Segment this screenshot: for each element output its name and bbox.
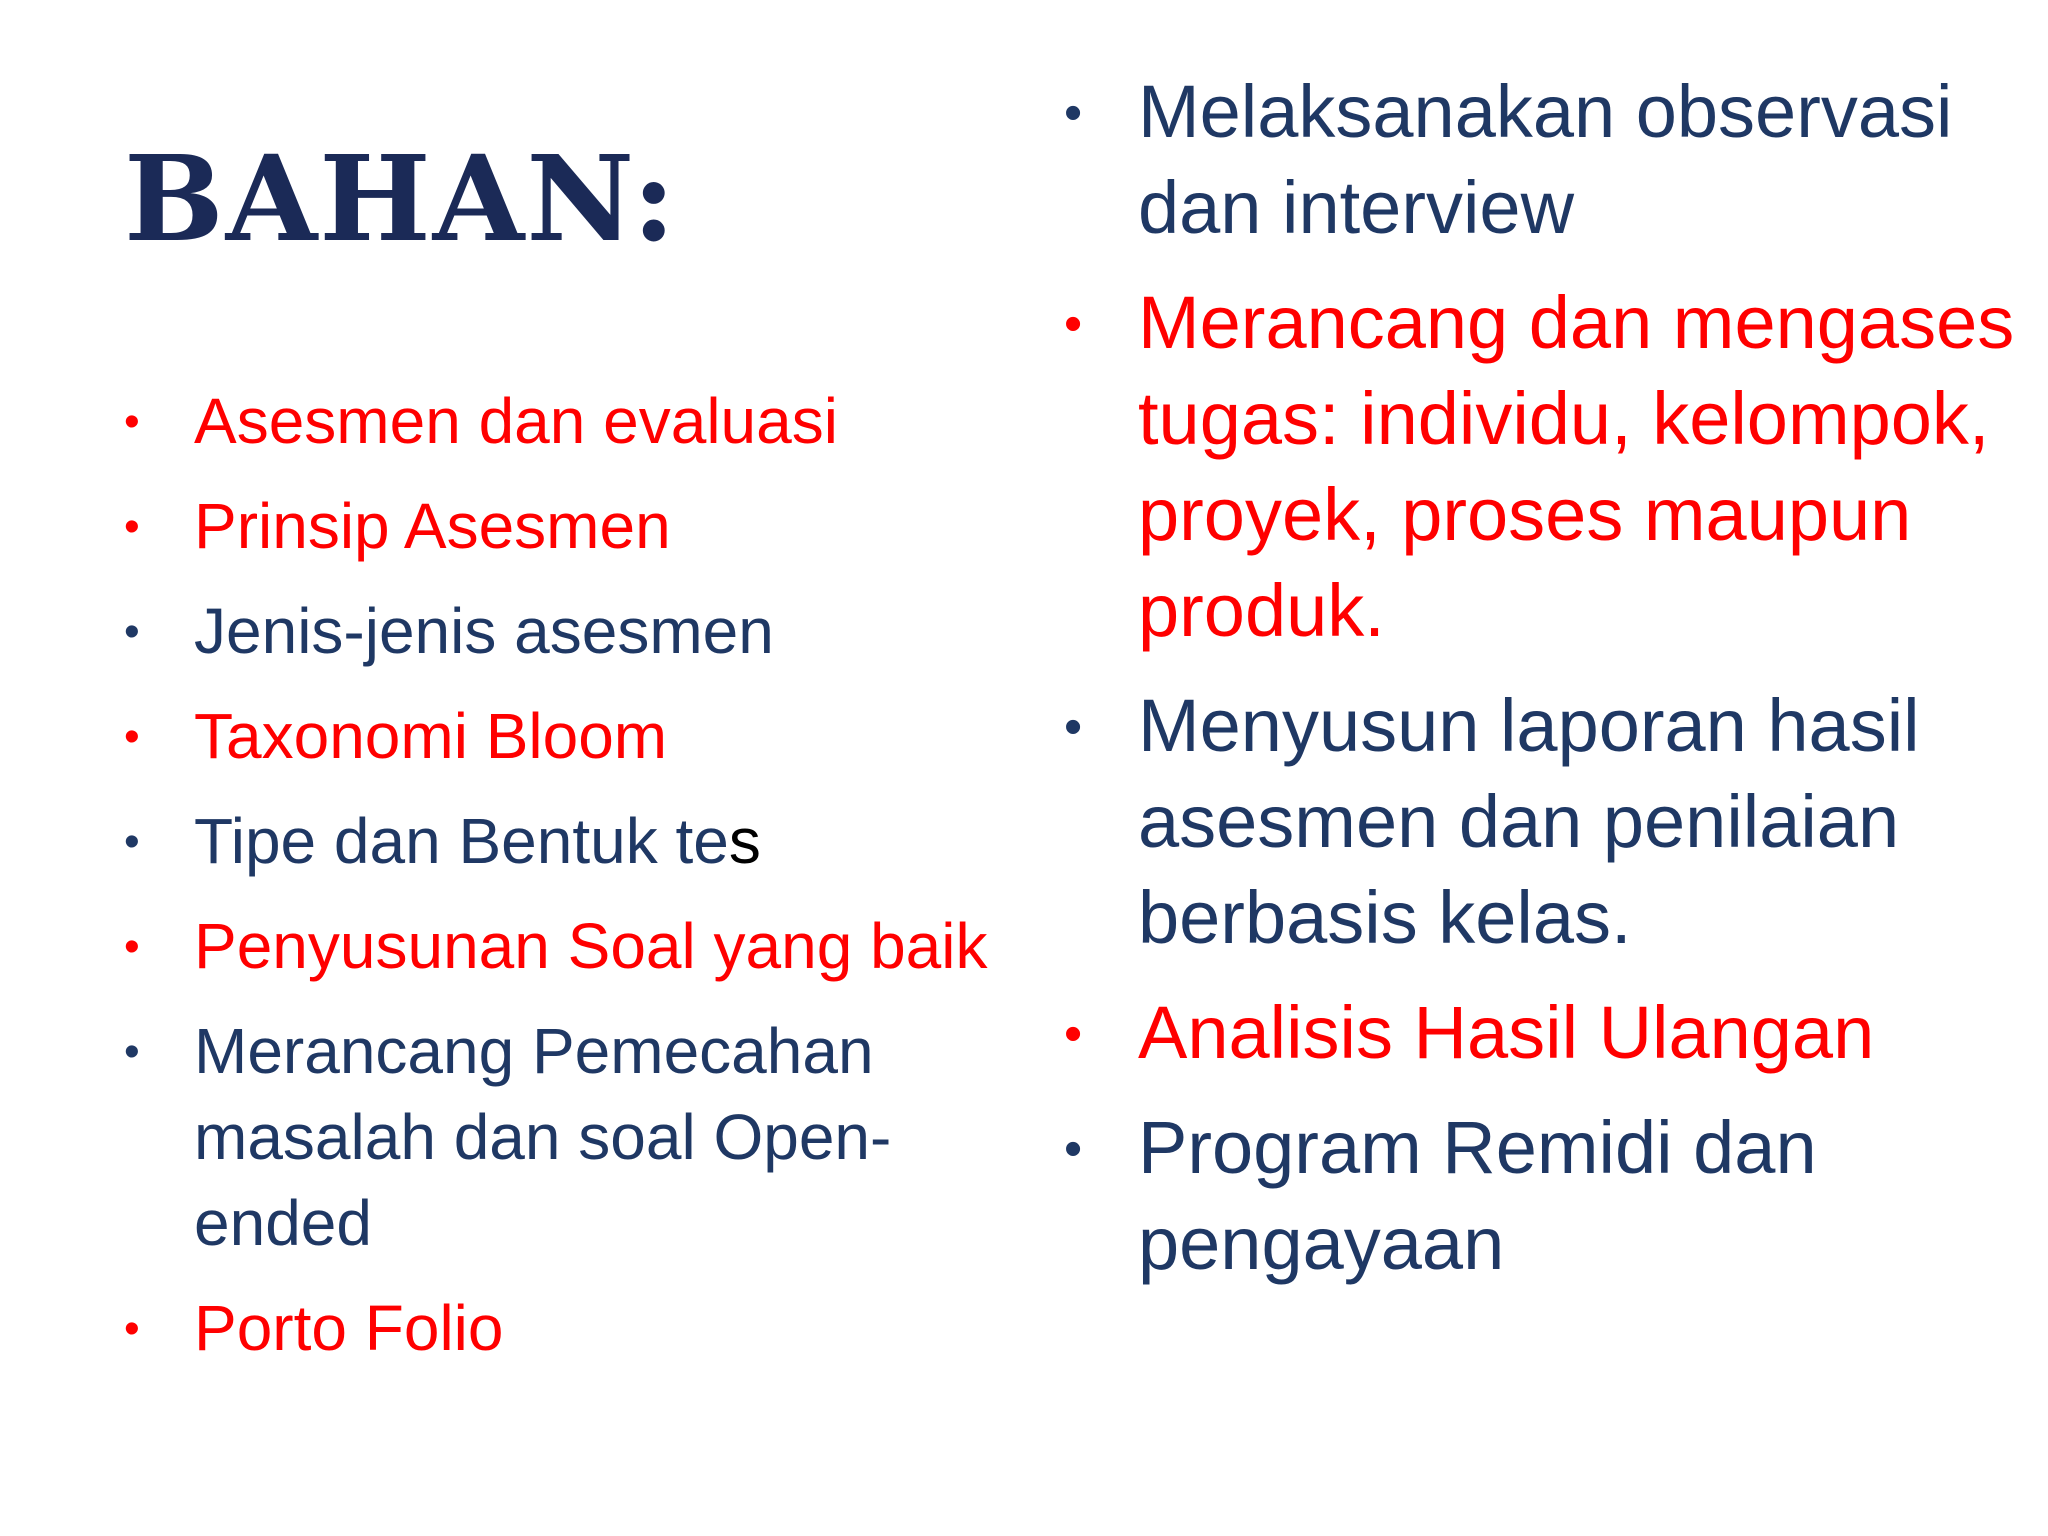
list-item-text: Melaksanakan observasi dan interview <box>1138 70 1953 249</box>
right-bullet-list <box>1064 64 2024 1311</box>
list-item-text: Analisis Hasil Ulangan <box>1138 991 1875 1074</box>
bullet-icon: • <box>1064 697 1083 755</box>
bullet-icon: • <box>124 501 140 551</box>
list-item <box>124 693 1004 779</box>
list-item <box>124 588 1004 674</box>
list-item <box>124 1285 1004 1371</box>
bullet-icon: • <box>124 396 140 446</box>
bullet-icon: • <box>124 1026 140 1076</box>
bullet-icon: • <box>124 1303 140 1353</box>
bullet-icon: • <box>1064 83 1083 141</box>
list-item-text: Menyusun laporan hasil asesmen dan penilaian berbasis kelas. <box>1138 684 1920 959</box>
list-item-text: Taxonomi Bloom <box>194 700 668 772</box>
list-item <box>1064 678 2024 966</box>
slide-title: BAHAN: <box>124 129 678 268</box>
bullet-icon: • <box>124 921 140 971</box>
list-item-text: Jenis-jenis asesmen <box>194 595 774 667</box>
list-item-text: Prinsip Asesmen <box>194 490 671 562</box>
list-item-text: Tipe dan Bentuk te <box>194 805 729 877</box>
bullet-icon: • <box>1064 1119 1083 1177</box>
bullet-icon: • <box>124 711 140 761</box>
list-item-text: Porto Folio <box>194 1292 504 1364</box>
list-item <box>1064 985 2024 1081</box>
list-item-text: Penyusunan Soal yang baik <box>194 910 988 982</box>
list-item <box>1064 64 2024 256</box>
bullet-icon: • <box>1064 1004 1083 1062</box>
list-item-text-tail: s <box>728 805 761 877</box>
list-item-text: Program Remidi dan pengayaan <box>1138 1106 1817 1285</box>
list-item <box>124 378 1004 464</box>
list-item <box>1064 275 2024 659</box>
bullet-icon: • <box>124 816 140 866</box>
list-item <box>124 483 1004 569</box>
bullet-icon: • <box>1064 294 1083 352</box>
list-item-text: Merancang dan mengases tugas: individu, kelompok, proyek, proses maupun produk. <box>1138 281 2015 652</box>
list-item-text: Merancang Pemecahan masalah dan soal Open-ended <box>194 1015 892 1259</box>
list-item-text: Asesmen dan evaluasi <box>194 385 838 457</box>
left-bullet-list <box>124 378 1004 1390</box>
list-item <box>124 798 1004 884</box>
list-item <box>124 903 1004 989</box>
list-item <box>124 1008 1004 1266</box>
list-item <box>1064 1100 2024 1292</box>
bullet-icon: • <box>124 606 140 656</box>
